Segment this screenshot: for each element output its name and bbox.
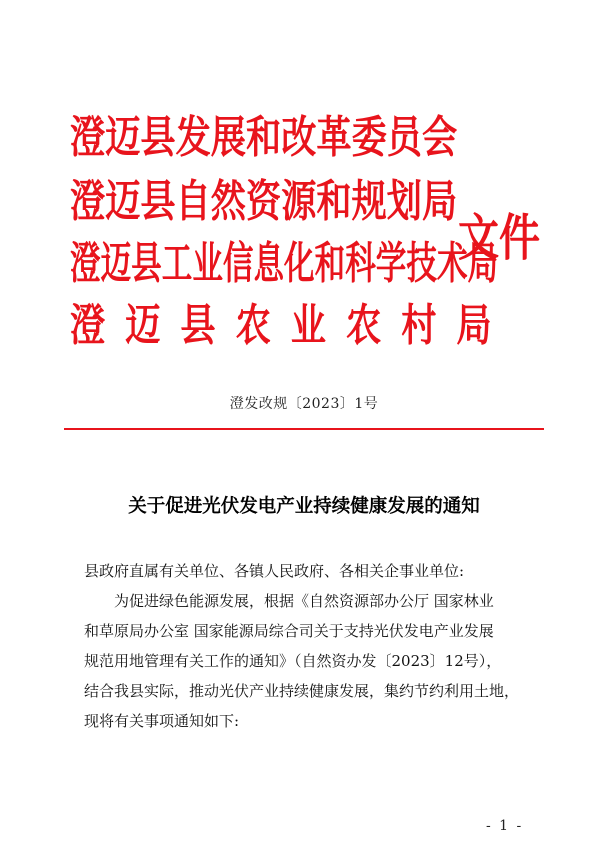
issuer-line-3: 澄迈县工业信息化和科学技术局	[70, 238, 499, 289]
red-divider-line	[64, 428, 544, 430]
issuer-line-2: 澄迈县自然资源和规划局	[70, 176, 458, 227]
paragraph-line: 结合我县实际，推动光伏产业持续健康发展，集约节约利用土地，	[84, 682, 520, 700]
document-title: 关于促进光伏发电产业持续健康发展的通知	[128, 496, 480, 517]
red-masthead	[70, 108, 540, 358]
paragraph-line: 为促进绿色能源发展，根据《自然资源部办公厅 国家林业	[114, 592, 494, 610]
issuer-line-4: 澄迈县农业农村局	[70, 300, 512, 351]
page-number: - 1 -	[486, 818, 524, 834]
paragraph-line: 规范用地管理有关工作的通知》（自然资办发〔2023〕12号），	[84, 652, 502, 670]
recipients-line: 县政府直属有关单位、各镇人民政府、各相关企事业单位:	[84, 562, 465, 580]
document-body	[84, 556, 554, 736]
document-number: 澄发改规〔2023〕1号	[229, 396, 379, 412]
paragraph-line: 和草原局办公室 国家能源局综合司关于支持光伏发电产业发展	[84, 622, 494, 640]
doc-type-label: 文件	[458, 208, 540, 267]
issuer-line-1: 澄迈县发展和改革委员会	[70, 112, 458, 163]
paragraph-line: 现将有关事项通知如下:	[84, 712, 240, 730]
